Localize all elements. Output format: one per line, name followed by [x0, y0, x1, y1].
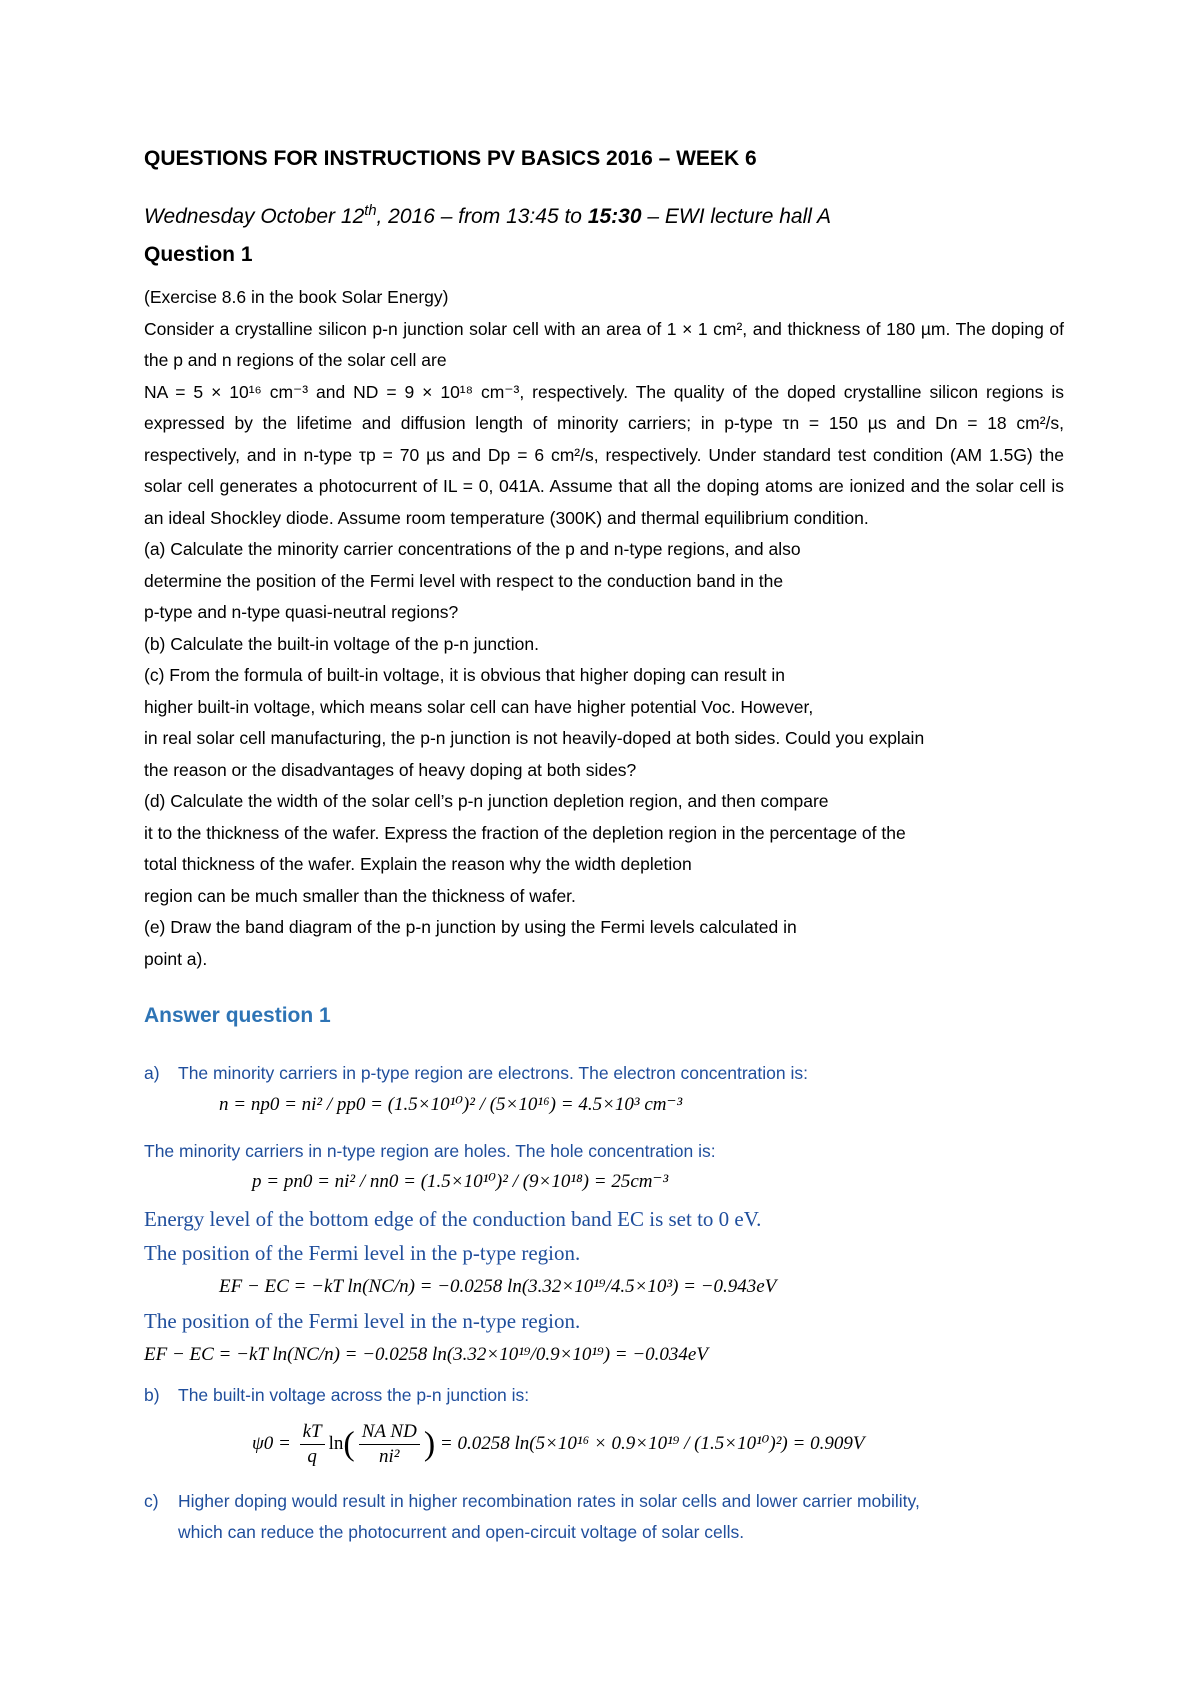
answer-c-text-2: which can reduce the photocurrent and open-circuit voltage of solar cells. — [178, 1522, 745, 1542]
question-paragraph-1: Consider a crystalline silicon p-n junction solar cell with an area of 1 × 1 cm², and thickness of 180 µm. The doping of the p and n regions of the solar cell are — [144, 318, 1064, 370]
question-part-a-3: p-type and n-type quasi-neutral regions? — [144, 602, 459, 622]
eq5-doping-fraction — [359, 1420, 420, 1469]
eq5-kt-over-q — [300, 1420, 325, 1469]
eq5-kt: kT — [300, 1420, 325, 1445]
question-text — [144, 282, 1064, 975]
answer-a-text: The minority carriers in p-type region are electrons. The electron concentration is: — [178, 1063, 808, 1083]
document-title: QUESTIONS FOR INSTRUCTIONS PV BASICS 2016 – WEEK 6 — [144, 147, 757, 170]
question-part-d-4: region can be much smaller than the thickness of wafer. — [144, 885, 576, 906]
equation-fermi-p: EF − EC = −kT ln(NC/n) = −0.0258 ln(3.32×10¹⁹/4.5×10³) = −0.943eV — [219, 1276, 777, 1297]
answer-energy-text: Energy level of the bottom edge of the conduction band EC is set to 0 eV. — [144, 1207, 762, 1231]
answer-b-intro — [144, 1384, 529, 1406]
eq5-denominator: ni² — [379, 1446, 400, 1467]
question-part-c-4: the reason or the disadvantages of heavy doping at both sides? — [144, 759, 637, 780]
answer-fermi-p-text: The position of the Fermi level in the p-type region. — [144, 1241, 581, 1265]
equation-electron-concentration: n = np0 = ni² / pp0 = (1.5×10¹⁰)² / (5×10¹⁶) = 4.5×10³ cm⁻³ — [219, 1094, 683, 1115]
eq5-q: q — [307, 1446, 317, 1467]
question-part-c-2: higher built-in voltage, which means solar cell can have higher potential Voc. However, — [144, 696, 814, 717]
answer-c-text-1: Higher doping would result in higher recombination rates in solar cells and lower carrier mobility, — [178, 1491, 920, 1511]
answer-a-intro — [144, 1062, 808, 1084]
eq5-lhs: ψ0 = — [252, 1432, 291, 1454]
answer-fermi-n-text: The position of the Fermi level in the n-type region. — [144, 1309, 581, 1333]
subtitle-time: , 2016 – from 13:45 to — [376, 205, 588, 228]
subtitle-end-time: 15:30 — [587, 205, 642, 228]
answer-holes-text: The minority carriers in n-type region are holes. The hole concentration is: — [144, 1141, 716, 1161]
answer-heading: Answer question 1 — [144, 1004, 331, 1027]
answer-c-line-1 — [144, 1490, 920, 1512]
subtitle-sup: th — [364, 203, 377, 219]
eq5-open-paren: ( — [343, 1425, 355, 1463]
question-part-e-1: (e) Draw the band diagram of the p-n junction by using the Fermi levels calculated in — [144, 917, 797, 937]
subtitle-date: Wednesday October 12 — [144, 205, 365, 228]
question-part-d-3: total thickness of the wafer. Explain the reason why the width depletion — [144, 854, 692, 874]
subtitle-location: – EWI lecture hall A — [641, 205, 831, 228]
answer-c-label: c) — [144, 1491, 159, 1511]
eq5-numerator: NA ND — [359, 1420, 420, 1445]
question-part-c-1: (c) From the formula of built-in voltage, it is obvious that higher doping can result in — [144, 665, 786, 685]
session-info — [144, 203, 831, 228]
answer-a-label: a) — [144, 1063, 160, 1083]
equation-hole-concentration: p = pn0 = ni² / nn0 = (1.5×10¹⁰)² / (9×10¹⁸) = 25cm⁻³ — [252, 1171, 669, 1192]
eq5-close-paren: ) — [423, 1425, 436, 1463]
question-part-b: (b) Calculate the built-in voltage of the p-n junction. — [144, 633, 539, 654]
question-part-d-1: (d) Calculate the width of the solar cell’s p-n junction depletion region, and then compare — [144, 791, 829, 811]
equation-fermi-n: EF − EC = −kT ln(NC/n) = −0.0258 ln(3.32×10¹⁹/0.9×10¹⁹) = −0.034eV — [144, 1344, 708, 1365]
question-part-e-2: point a). — [144, 948, 208, 969]
question-part-d-2: it to the thickness of the wafer. Express the fraction of the depletion region in the percentage of the — [144, 822, 906, 843]
question-source: (Exercise 8.6 in the book Solar Energy) — [144, 287, 449, 307]
question-part-c-3: in real solar cell manufacturing, the p-n junction is not heavily-doped at both sides. Could you explain — [144, 728, 925, 748]
question-part-a-2: determine the position of the Fermi level with respect to the conduction band in the — [144, 570, 784, 591]
question-heading: Question 1 — [144, 243, 253, 266]
answer-b-text: The built-in voltage across the p-n junction is: — [178, 1385, 530, 1405]
answer-b-label: b) — [144, 1385, 160, 1405]
eq5-rhs: = 0.0258 ln(5×10¹⁶ × 0.9×10¹⁹ / (1.5×10¹⁰)²) = 0.909V — [439, 1432, 865, 1454]
question-paragraph-2: NA = 5 × 10¹⁶ cm⁻³ and ND = 9 × 10¹⁸ cm⁻³, respectively. The quality of the doped crystalline silicon regions is expressed by the lifetime and diffusion length of minority carriers; in p-type τn = 150 µs and Dn = 18 cm²/s, respectively, and in n-type τp = 70 µs and Dp = 6 cm²/s, respectively. Under standard test condition (AM 1.5G) the solar cell generates a photocurrent of IL = 0, 041A. Assume that all the doping atoms are ionized and the solar cell is an ideal Shockley diode. Assume room temperature (300K) and thermal equilibrium condition. — [144, 381, 1064, 528]
equation-built-in-voltage — [252, 1420, 864, 1469]
question-part-a-1: (a) Calculate the minority carrier concentrations of the p and n-type regions, and also — [144, 539, 801, 559]
eq5-ln: ln — [328, 1432, 344, 1454]
